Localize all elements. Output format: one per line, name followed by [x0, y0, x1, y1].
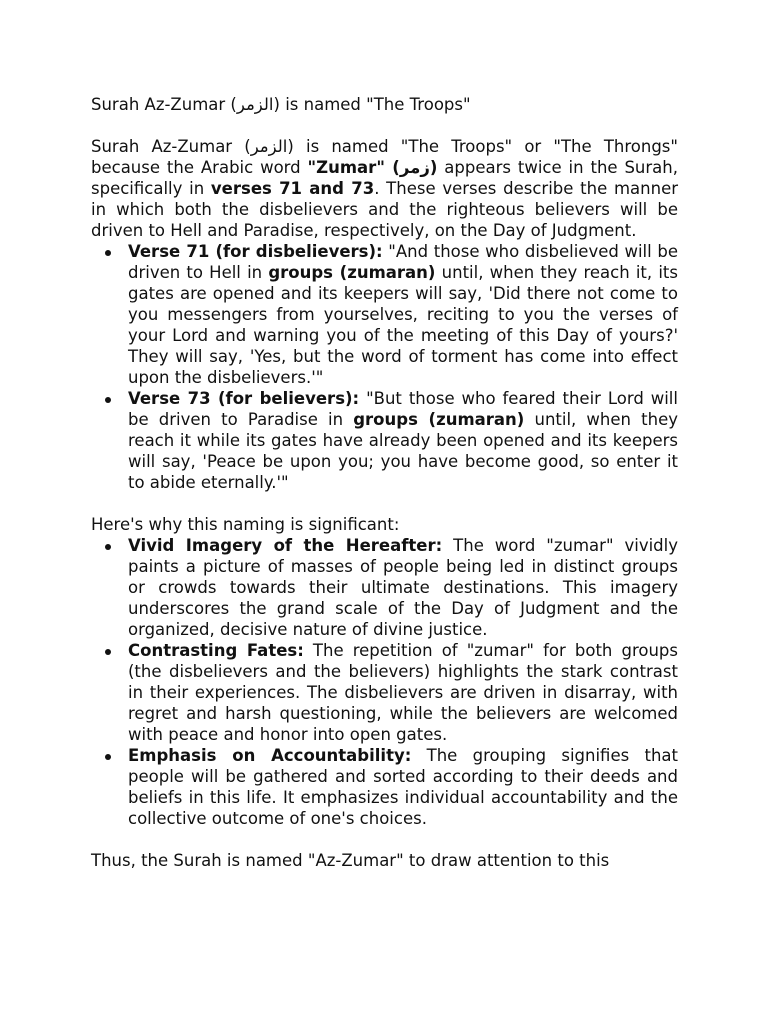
- verse-bold: groups (zumaran): [268, 263, 436, 282]
- intro-text-1: Surah Az-Zumar (الزمر) is named "The Troops" or "The Throngs" because the Arabic word: [91, 137, 678, 177]
- document-title: Surah Az-Zumar (الزمر) is named "The Troops": [91, 95, 471, 114]
- verse-label: Verse 73 (for believers):: [128, 389, 360, 408]
- intro-paragraph: [91, 136, 678, 241]
- verse-text: until, when they reach it, its gates are opened and its keepers will say, 'Did there not come to you messengers from yourselves, reciting to you the verses of your Lord and warning you of the meeting of this Day of yours?' They will say, 'Yes, but the word of torment has come into effect upon the disbelievers.'": [128, 263, 678, 387]
- bullet-dot-icon: [105, 544, 111, 550]
- why-heading: Here's why this naming is significant:: [91, 515, 400, 534]
- list-item: [91, 745, 678, 829]
- verses-list: [91, 241, 678, 493]
- bullet-dot-icon: [105, 397, 111, 403]
- verse-text: "But those who feared their Lord will be driven to Paradise in: [128, 389, 678, 429]
- list-item: [91, 241, 678, 388]
- bullet-dot-icon: [105, 250, 111, 256]
- verse-bold: groups (zumaran): [353, 410, 525, 429]
- intro-bold-verses: verses 71 and 73: [210, 179, 375, 198]
- reasons-list: [91, 535, 678, 829]
- document-page: [91, 94, 678, 871]
- intro-text-2: appears twice in the Surah, specifically in: [91, 158, 678, 198]
- reason-text: The repetition of "zumar" for both groups (the disbelievers and the believers) highlights the stark contrast in their experiences. The disbelievers are driven in disarray, with regret and harsh questioning, while the believers are welcomed with peace and honor into open gates.: [128, 641, 678, 744]
- verse-text: "And those who disbelieved will be driven to Hell in: [128, 242, 678, 282]
- reason-text: The grouping signifies that people will be gathered and sorted according to their deeds and beliefs in this life. It emphasizes individual accountability and the collective outcome of one's choices.: [128, 746, 679, 828]
- verse-label: Verse 71 (for disbelievers):: [128, 242, 383, 261]
- reason-text: The word "zumar" vividly paints a picture of masses of people being led in distinct groups or crowds towards their ultimate destinations. This imagery underscores the grand scale of the Day of Judgment and the organized, decisive nature of divine justice.: [128, 536, 678, 639]
- reason-label: Vivid Imagery of the Hereafter:: [128, 536, 443, 555]
- intro-text-3: . These verses describe the manner in which both the disbelievers and the righteous believers will be driven to Hell and Paradise, respectively, on the Day of Judgment.: [91, 179, 679, 240]
- bullet-dot-icon: [105, 754, 111, 760]
- list-item: [91, 388, 678, 493]
- bullet-dot-icon: [105, 649, 111, 655]
- list-item: [91, 640, 678, 745]
- intro-bold-zumar: "Zumar" (زمر): [307, 158, 438, 177]
- reason-label: Contrasting Fates:: [128, 641, 304, 660]
- verse-text: until, when they reach it while its gates have already been opened and its keepers will say, 'Peace be upon you; you have become good, so enter it to abide eternally.'": [128, 410, 678, 492]
- reason-label: Emphasis on Accountability:: [128, 746, 412, 765]
- list-item: [91, 535, 678, 640]
- conclusion-paragraph: Thus, the Surah is named "Az-Zumar" to draw attention to this: [91, 851, 610, 870]
